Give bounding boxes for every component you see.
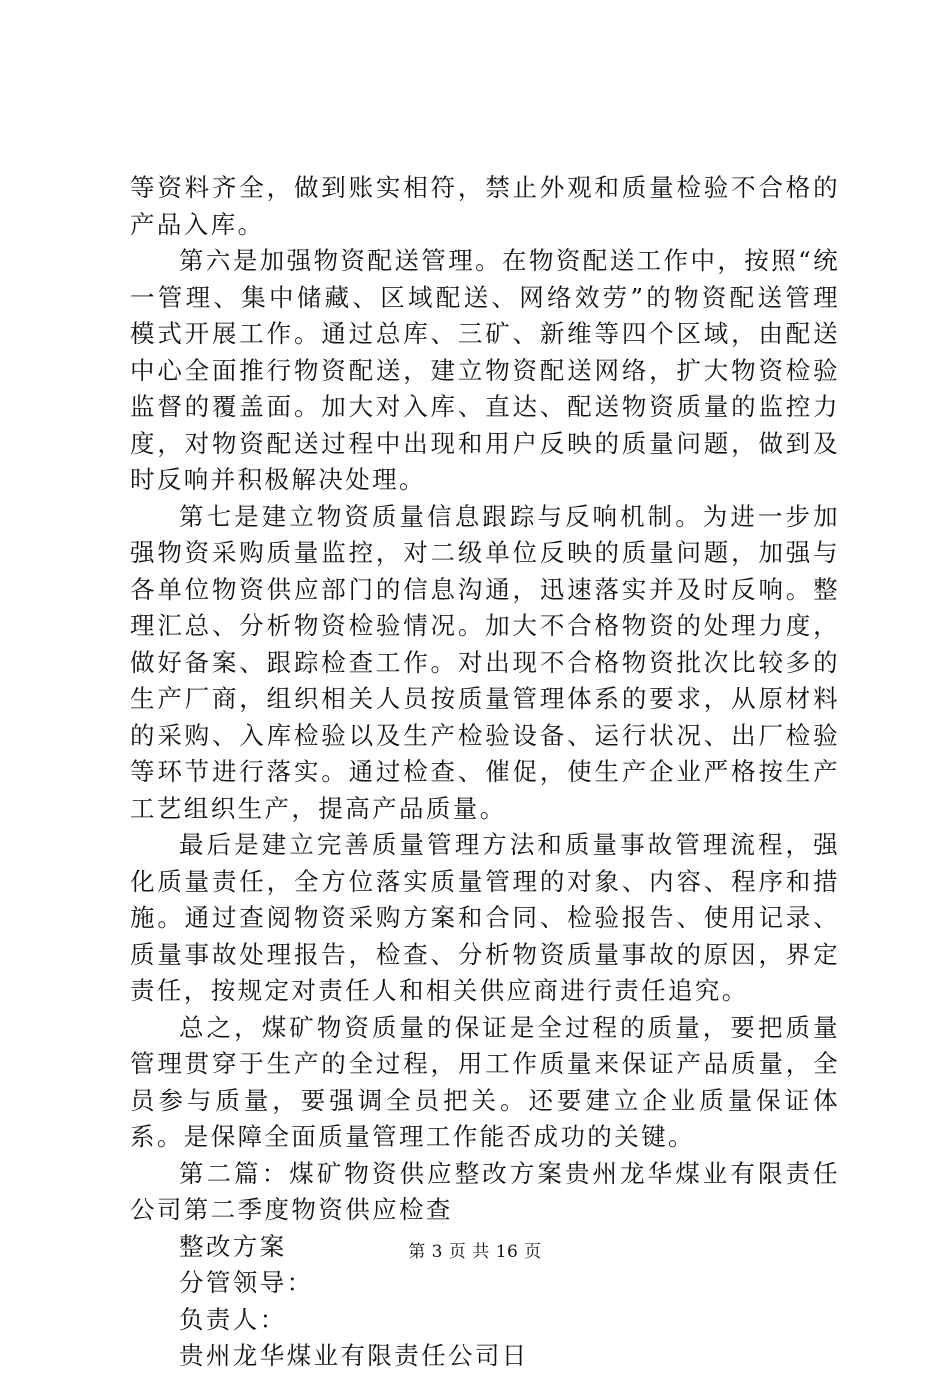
paragraph-item-six: 第六是加强物资配送管理。在物资配送工作中，按照“统一管理、集中储藏、区域配送、网络效劳”的物资配送管理模式开展工作。通过总库、三矿、新维等四个区域，由配送中心全面推行物资配送，建立物资配送网络，扩大物资检验监督的覆盖面。加大对入库、直达、配送物资质量的监控力度，对物资配送过程中出现和用户反映的质量问题，做到及时反响并积极解决处理。 xyxy=(130,246,840,494)
document-body xyxy=(130,170,840,1375)
paragraph-final-item: 最后是建立完善质量管理方法和质量事故管理流程，强化质量责任，全方位落实质量管理的对象、内容、程序和措施。通过查阅物资采购方案和合同、检验报告、使用记录、质量事故处理报告，检查、分析物资质量事故的原因，界定责任，按规定对责任人和相关供应商进行责任追究。 xyxy=(130,830,840,1005)
plan-title-line: 整改方案 xyxy=(179,1231,287,1261)
section-heading: 第二篇：煤矿物资供应整改方案贵州龙华煤业有限责任公司第二季度物资供应检查 xyxy=(130,1158,840,1224)
page-number-footer: 第 3 页 共 16 页 xyxy=(408,1242,542,1262)
company-date-line: 贵州龙华煤业有限责任公司日 xyxy=(179,1341,529,1370)
responsible-person-line: 负责人： xyxy=(179,1304,287,1334)
supervisor-line: 分管领导： xyxy=(179,1268,314,1297)
paragraph: 等资料齐全，做到账实相符，禁止外观和质量检验不合格的产品入库。 xyxy=(130,173,840,239)
paragraph-item-seven: 第七是建立物资质量信息跟踪与反响机制。为进一步加强物资采购质量监控，对二级单位反映的质量问题，加强与各单位物资供应部门的信息沟通，迅速落实并及时反响。整理汇总、分析物资检验情况。加大不合格物资的处理力度，做好备案、跟踪检查工作。对出现不合格物资批次比较多的生产厂商，组织相关人员按质量管理体系的要求，从原材料的采购、入库检验以及生产检验设备、运行状况、出厂检验等环节进行落实。通过检查、催促，使生产企业严格按生产工艺组织生产，提高产品质量。 xyxy=(130,501,840,823)
paragraph-conclusion: 总之，煤矿物资质量的保证是全过程的质量，要把质量管理贯穿于生产的全过程，用工作质量来保证产品质量，全员参与质量，要强调全员把关。还要建立企业质量保证体系。是保障全面质量管理工作能否成功的关键。 xyxy=(130,1012,840,1151)
